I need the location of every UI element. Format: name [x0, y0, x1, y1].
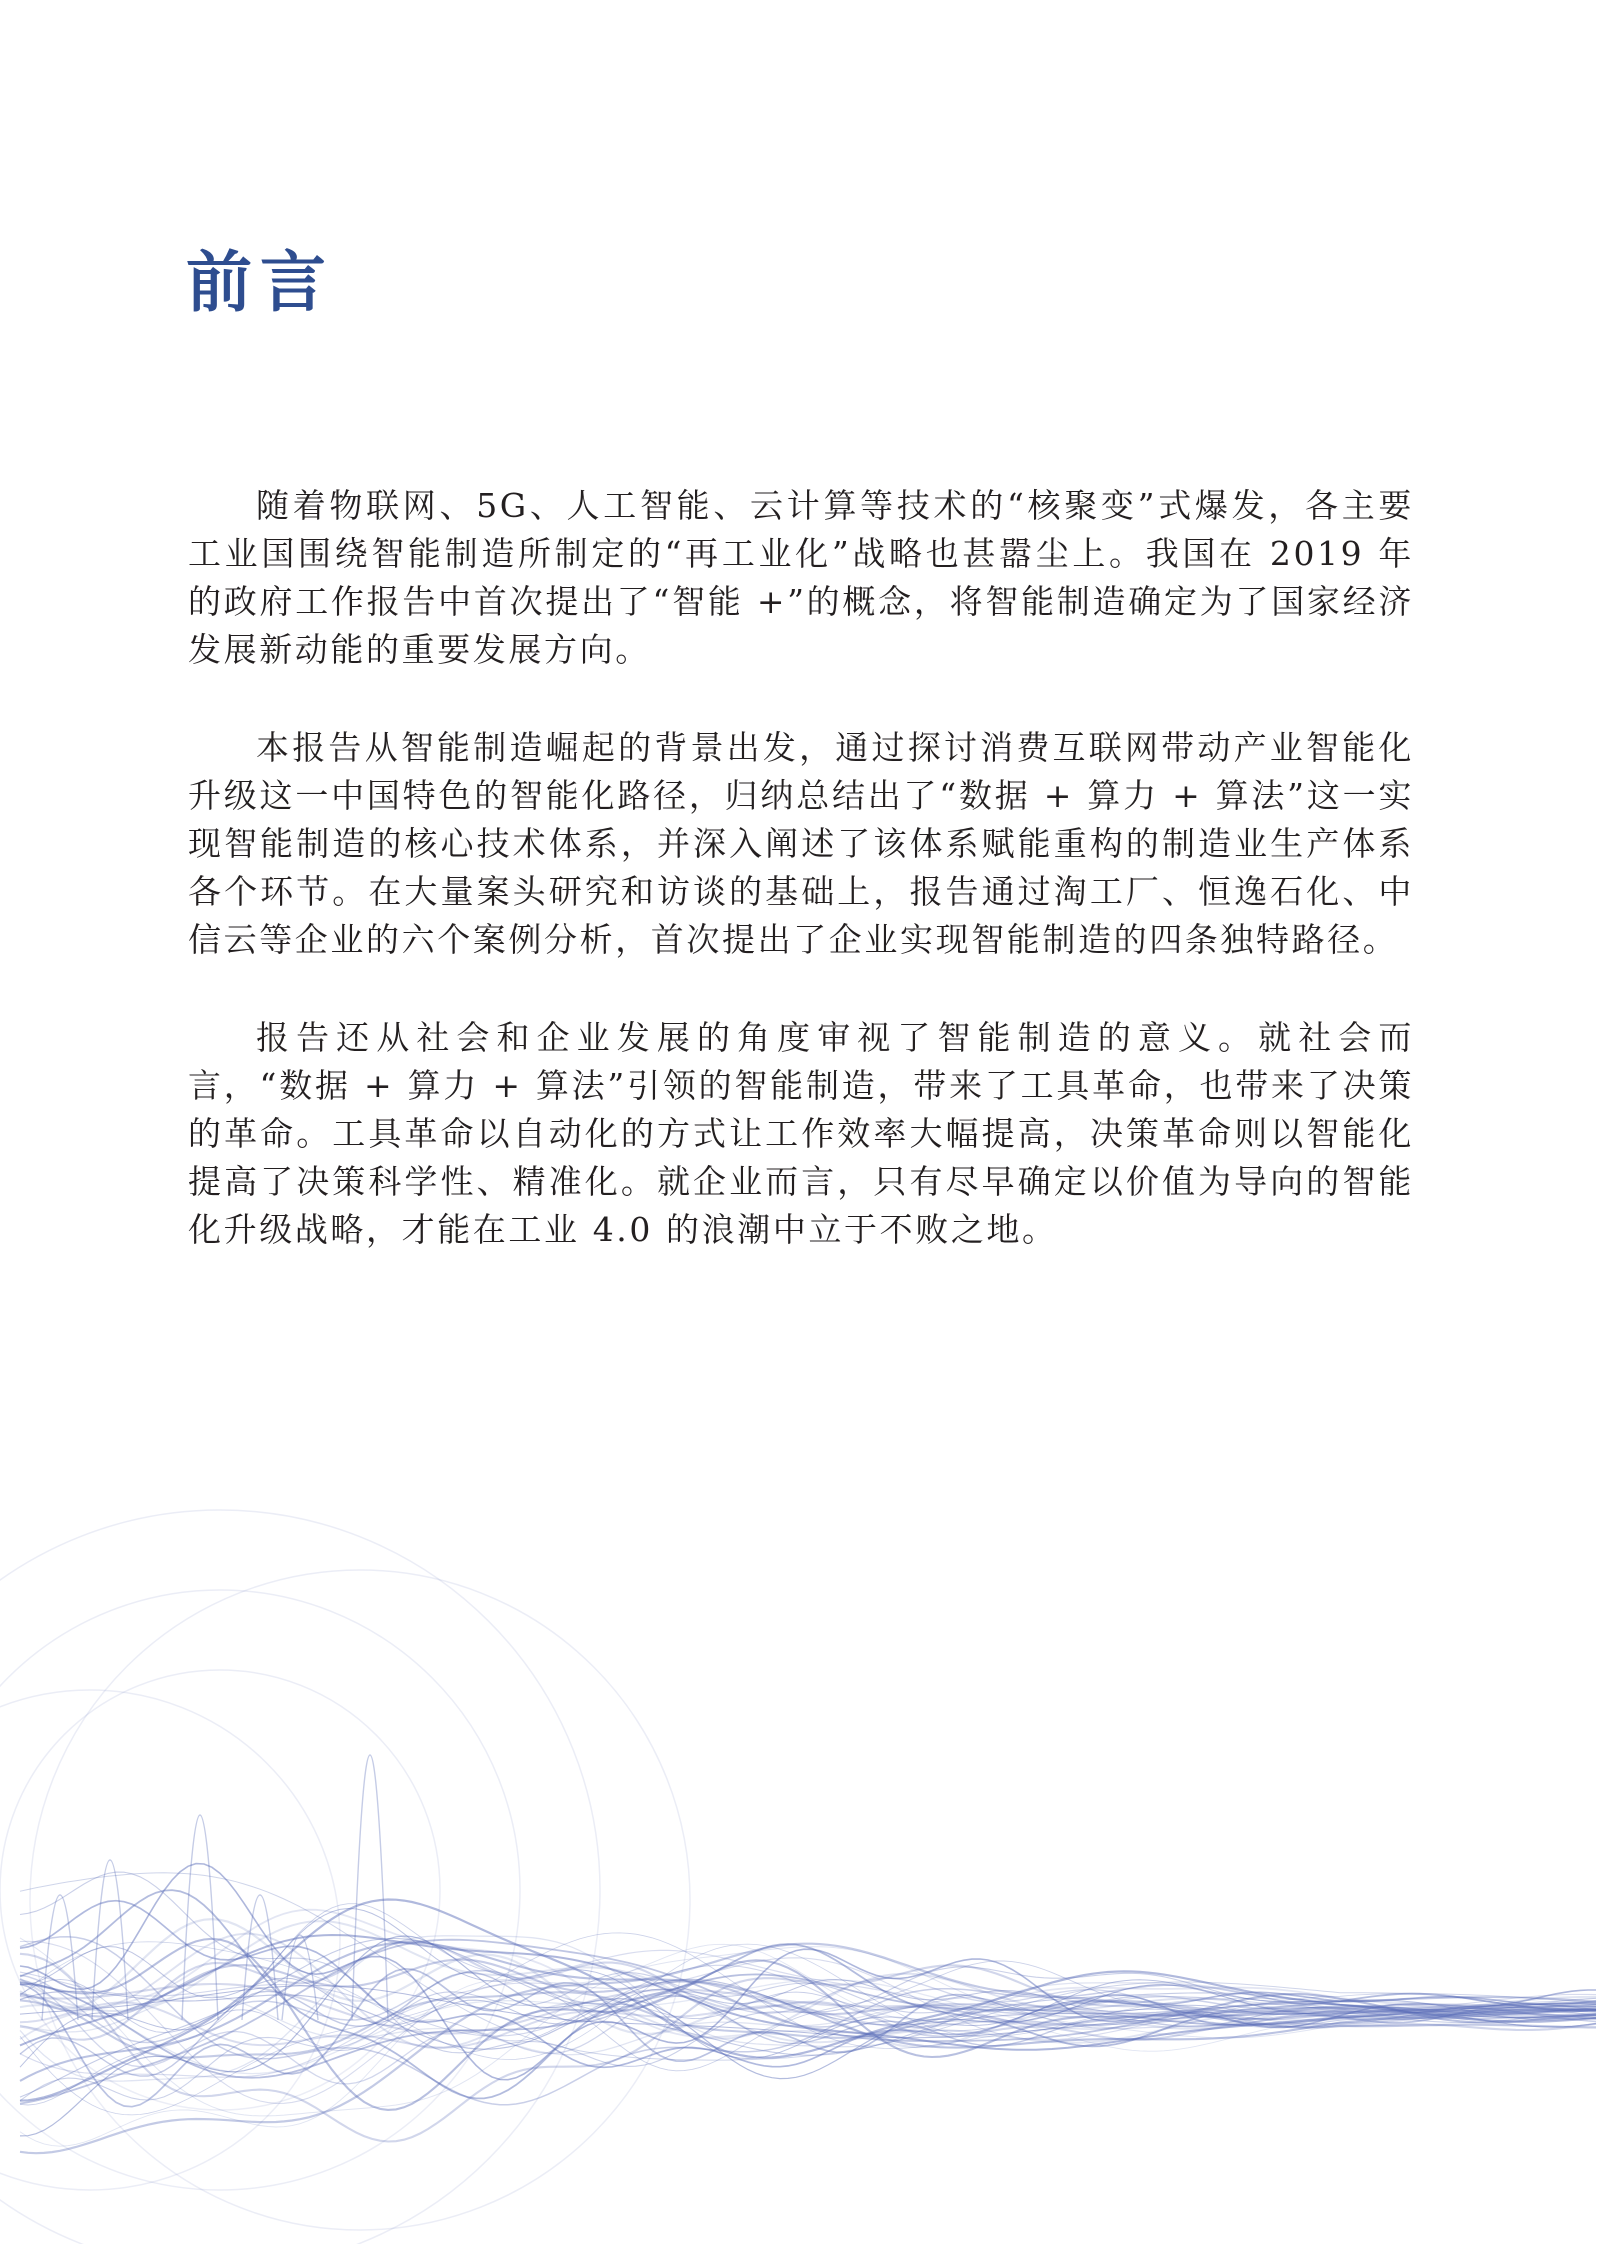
decorative-wave-illustration	[0, 1470, 1599, 2244]
paragraph-3: 报告还从社会和企业发展的角度审视了智能制造的意义。就社会而言，“数据 + 算力 + 算法”引领的智能制造，带来了工具革命，也带来了决策的革命。工具革命以自动化的方式让工作效率大幅提高，决策革命则以智能化提高了决策科学性、精准化。就企业而言，只有尽早确定以价值为导向的智能化升级战略，才能在工业 4.0 的浪潮中立于不败之地。	[188, 1018, 1414, 1249]
paragraph-2: 本报告从智能制造崛起的背景出发，通过探讨消费互联网带动产业智能化升级这一中国特色的智能化路径，归纳总结出了“数据 + 算力 + 算法”这一实现智能制造的核心技术体系，并深入阐述了该体系赋能重构的制造业生产体系各个环节。在大量案头研究和访谈的基础上，报告通过淘工厂、恒逸石化、中信云等企业的六个案例分析，首次提出了企业实现智能制造的四条独特路径。	[188, 728, 1414, 959]
decorative-circle	[30, 1570, 690, 2230]
decorative-wave-line	[20, 1944, 1596, 2154]
paragraph-1: 随着物联网、5G、人工智能、云计算等技术的“核聚变”式爆发，各主要工业国围绕智能制造所制定的“再工业化”战略也甚嚣尘上。我国在 2019 年的政府工作报告中首次提出了“智能 +”的概念，将智能制造确定为了国家经济发展新动能的重要发展方向。	[188, 486, 1414, 669]
preface-body	[188, 482, 1414, 1304]
page-title: 前言	[186, 244, 334, 321]
decorative-wave-lines	[20, 1864, 1596, 2154]
decorative-circle	[0, 1590, 520, 2190]
